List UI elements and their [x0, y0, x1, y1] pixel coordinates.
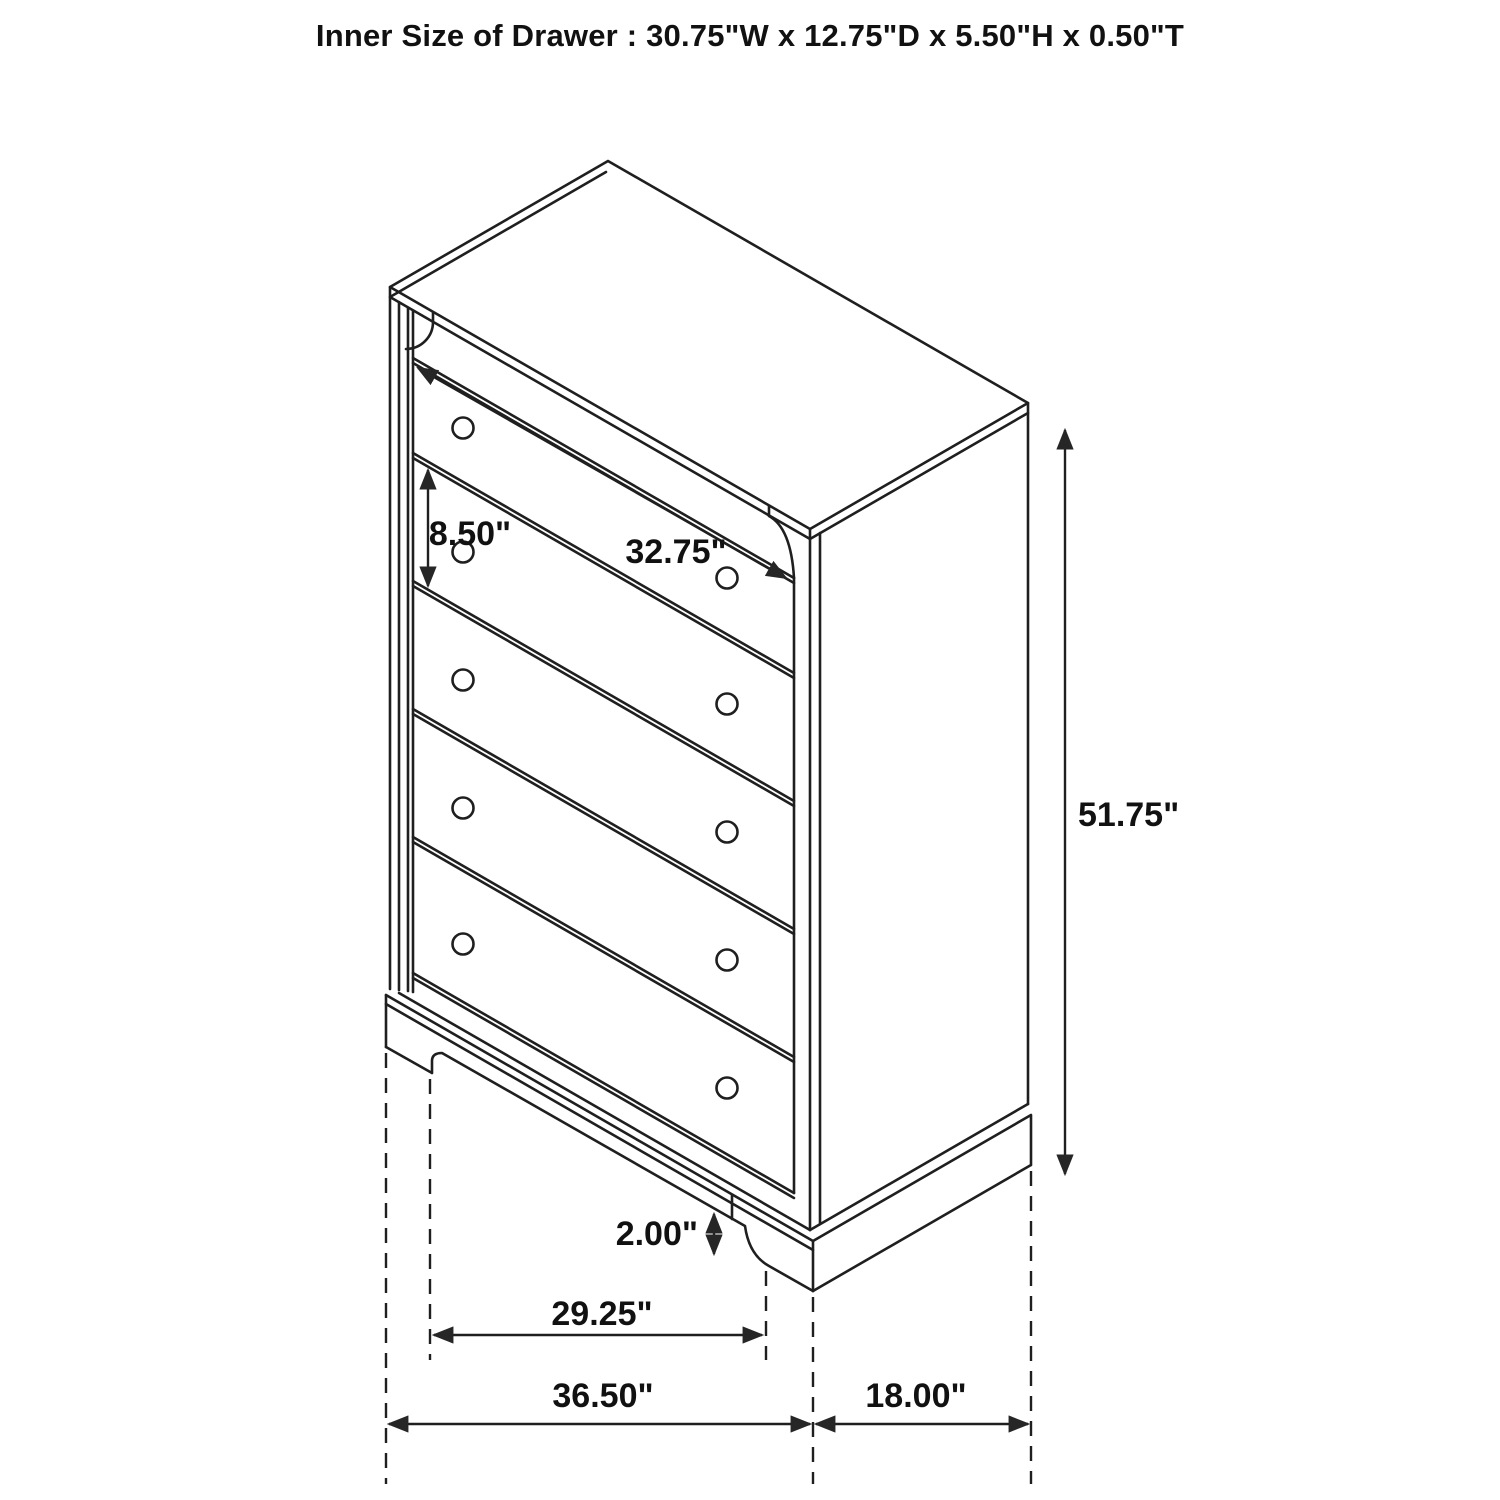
dim-overall-depth: [816, 1377, 1028, 1424]
base-clearance-label: 2.00": [615, 1215, 698, 1253]
drawer-4-5-divider: [413, 837, 794, 1062]
plinth-front-top-edges: [386, 995, 813, 1250]
knob-drawer3-right: [717, 822, 738, 843]
dim-base-clearance: [616, 1214, 714, 1254]
drawer-3-4-divider: [413, 709, 794, 934]
top-face: [390, 161, 1028, 529]
left-corner-post-lines: [390, 297, 413, 992]
knob-drawer4-right: [717, 950, 738, 971]
dim-overall-width: [389, 1377, 810, 1424]
knob-drawer4-left: [453, 798, 474, 819]
chest-drawing: [386, 161, 1031, 1291]
projection-lines: [386, 1053, 1031, 1484]
side-panel: [810, 413, 1028, 1230]
knob-drawer2-right: [717, 694, 738, 715]
right-corner-post-lines: [810, 533, 820, 1230]
dim-foot-span: [434, 1295, 762, 1335]
drawer-height-label: 8.50": [428, 515, 512, 553]
side-bottom-edge: [810, 1104, 1028, 1230]
drawer-2-3-divider: [413, 581, 794, 806]
knob-drawer5-right: [717, 1078, 738, 1099]
knob-drawer3-left: [453, 670, 474, 691]
body-bottom-edge: [399, 993, 810, 1230]
drawer-width-label: 32.75": [625, 533, 727, 571]
plinth-arched-cutout: [386, 1047, 813, 1291]
overall-height-label: 51.75": [1078, 796, 1180, 834]
dim-overall-height: [1065, 430, 1179, 1174]
dim-drawer-front-height: [428, 470, 511, 586]
knob-drawer1-left: [453, 418, 474, 439]
plinth-side-edges: [813, 1115, 1031, 1291]
top-panel: [390, 161, 1028, 539]
top-rail-left-bracket: [406, 312, 433, 349]
knob-drawer5-left: [453, 934, 474, 955]
foot-span-label: 29.25": [551, 1295, 653, 1333]
overall-width-label: 36.50": [552, 1377, 654, 1415]
page-title: Inner Size of Drawer : 30.75"W x 12.75"D x 5.50"H x 0.50"T: [315, 18, 1185, 53]
overall-depth-label: 18.00": [865, 1377, 967, 1415]
